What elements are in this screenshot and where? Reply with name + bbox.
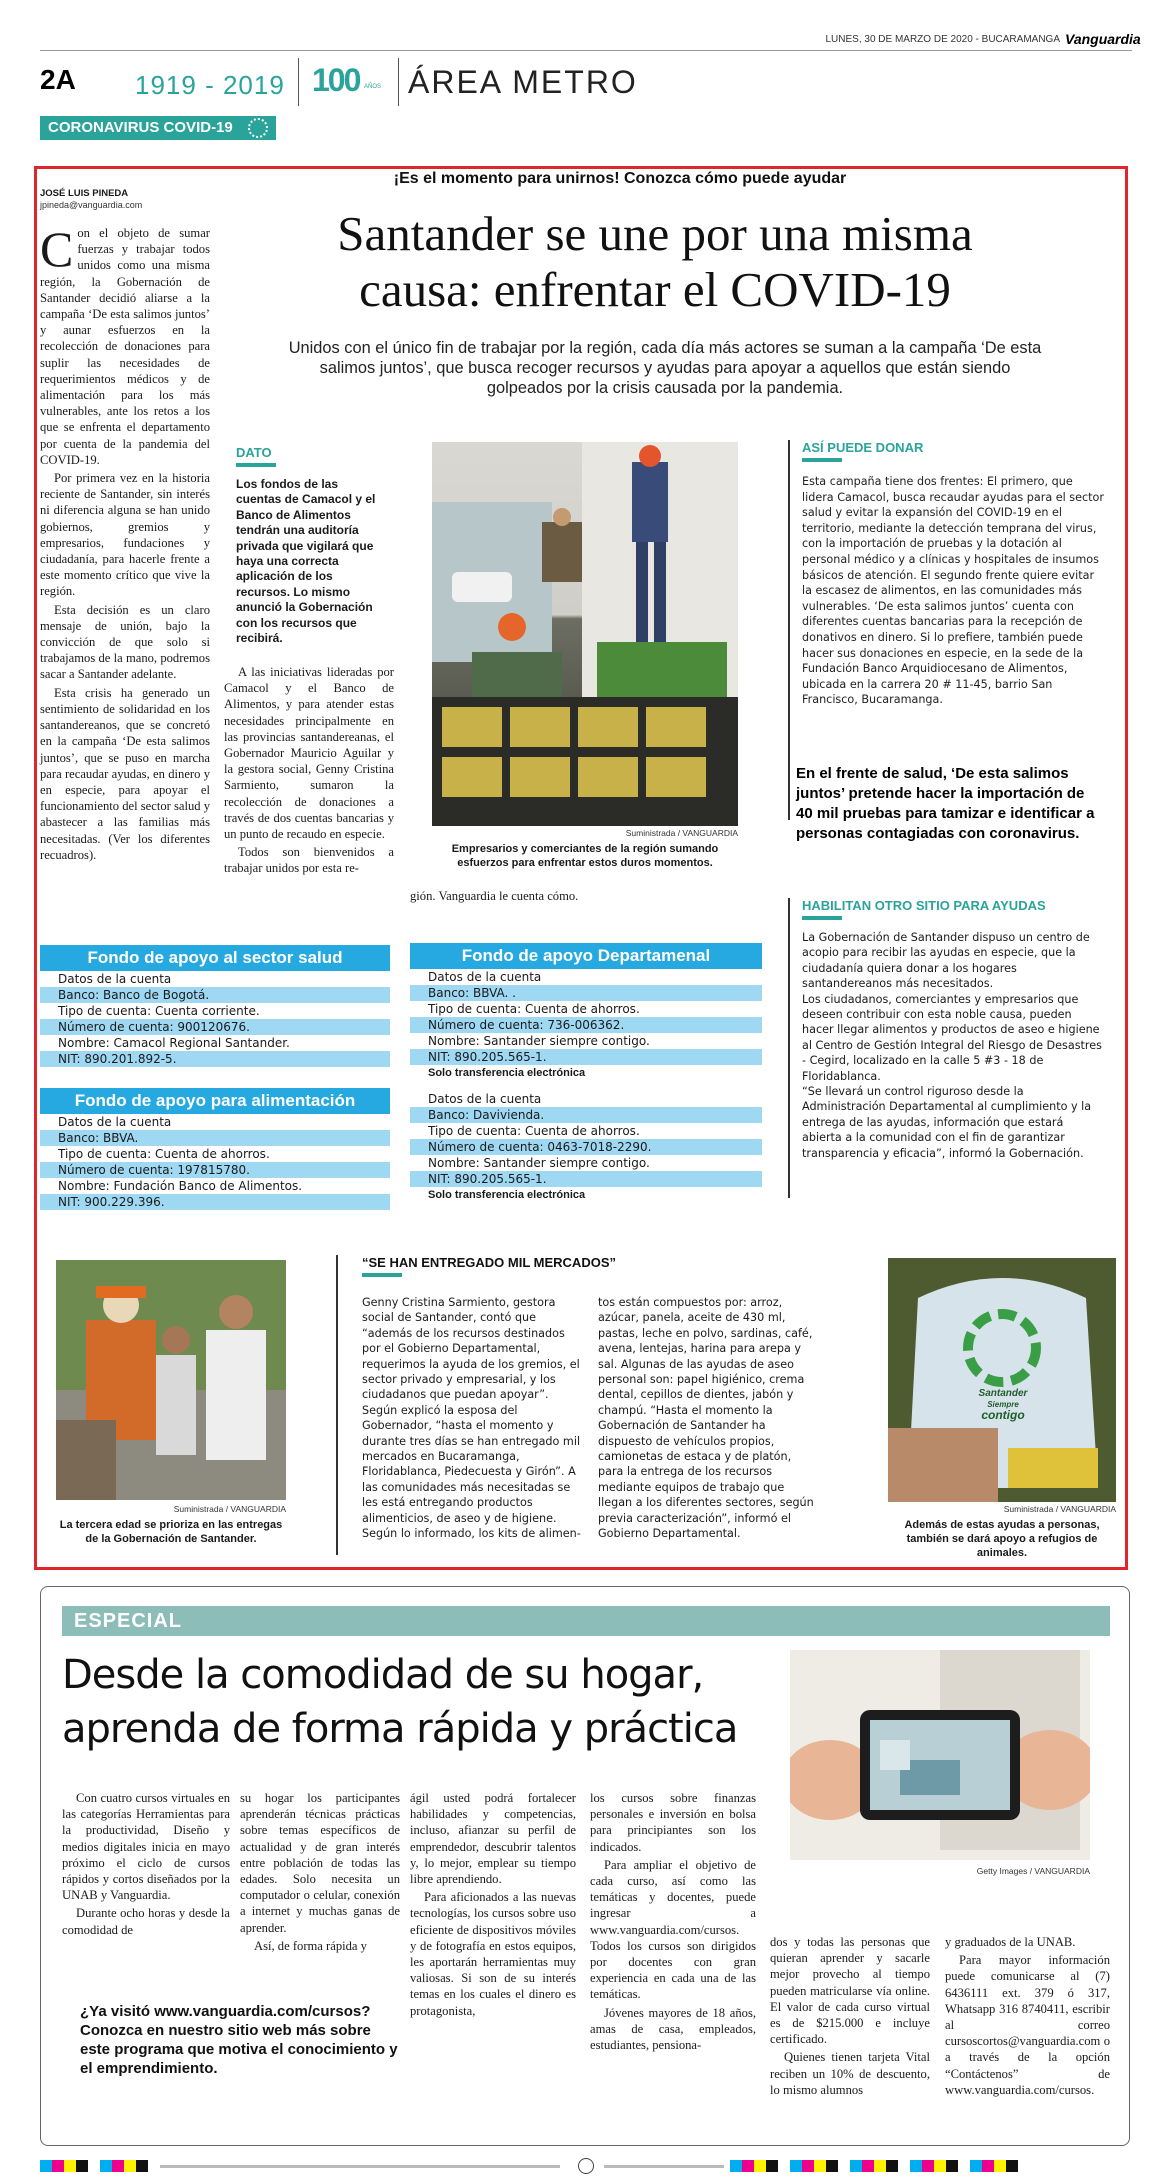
fund-alim (40, 1088, 390, 1210)
fund-salud-row: Número de cuenta: 900120676. (40, 1019, 390, 1035)
fund-alim-row: Nombre: Fundación Banco de Alimentos. (58, 1179, 303, 1193)
donar-text: Esta campaña tiene dos frentes: El primero, que lidera Camacol, busca recaudar ayudas para el sector salud y evitar la expansión del COVID-19 en el territorio, mediante la detección temprana del virus, con la importación de pruebas y la dotación al personal médico y a clínicas y hospitales de insumos básicos de atención. El segundo frente quiere evitar la escasez de alimentos, en las comunidades más vulnerables. ‘De esta salimos juntos’ cuenta con diferentes cuentas bancarias para la recepción de donativos en dinero. Si lo prefiere, también puede hacer sus donaciones en especie, en la sede de la Fundación Banco Arquidiocesano de Alimentos, ubicada en la carrera 20 # 11-45, barrio San Francisco, Bucaramanga. (802, 475, 1104, 707)
fund-dep-row: Banco: BBVA. . (410, 985, 762, 1001)
author-name: JOSÉ LUIS PINEDA (40, 188, 129, 199)
habilitan-box (788, 898, 1106, 1161)
deck (250, 338, 1080, 398)
body-paragraph: gión. Vanguardia le cuenta cómo. (410, 889, 579, 903)
print-marks-left (40, 2160, 148, 2172)
header-rule (40, 50, 1132, 51)
photo-phone (790, 1650, 1090, 1860)
especial-headline (62, 1648, 782, 1756)
especial-col-6 (945, 1934, 1110, 2100)
mercados-col-2: tos están compuestos por: arroz, azúcar, panela, aceite de 430 ml, pastas, leche en polvo, sardinas, café, avena, lentejas, harina para arepa y sal. Algunas de las ayudas de aseo personal son: papel higiénico, crema dental, cepillos de dientes, jabón y champú. “Hasta el momento la Gobernación de Santander ha dispuesto de vehículos propios, camionetas de estaca y de platón, para la entrega de los recursos mediante equipos de trabajo que llegan a los diferentes sectores, según previa caracterización”, informó el Gobierno Departamental. (598, 1296, 814, 1541)
fund-dep-row: Número de cuenta: 736-006362. (410, 1017, 762, 1033)
anniversary-logo (312, 62, 392, 102)
body-paragraph: Así, de forma rápida y (254, 1938, 367, 1953)
registration-mark-icon (578, 2158, 594, 2174)
habilitan-p2: Los ciudadanos, comerciantes y empresarios que deseen contribuir con esta noble causa, pueden hacer llegar alimentos y productos de aseo e higiene al Centro de Gestión Integral del Riesgo de Desastres - Cegird, localizado en la calle 5 #3 - 18 de Floridablanca. (802, 992, 1102, 1083)
bag-text (958, 1388, 1048, 1421)
especial-headline-1: Desde la comodidad de su hogar, (62, 1652, 704, 1698)
photo-elderly-caption: La tercera edad se prioriza en las entregas de la Gobernación de Santander. (59, 1519, 283, 1545)
print-marks-right (730, 2160, 1018, 2172)
photo-truck-credit: Suministrada / VANGUARDIA (625, 828, 738, 838)
photo-elderly (56, 1260, 286, 1500)
body-paragraph: A las iniciativas lideradas por Camacol y el Banco de Alimentos, y para atender estas necesidades principalmente en las provincias santandereanas, el Gobernador Mauricio Aguilar y la gestora social, Genny Cristina Sarmiento, sumaron la recolección de donaciones a través de dos cuentas bancarias y un punto de recaudo en especie. (224, 665, 394, 842)
virus-icon (248, 118, 268, 138)
body-paragraph: Durante ocho horas y desde la comodidad de (62, 1906, 230, 1937)
body-paragraph: los cursos sobre finanzas personales e inversión en bolsa para principiantes son los indicados. (590, 1791, 756, 1854)
photo-elderly-illustration (56, 1260, 286, 1500)
deck-line-2: salimos juntos’, que busca recoger recursos y ayudas para apoyar a aquellos que están siendo (319, 359, 1011, 377)
body-paragraph: Todos son bienvenidos a trabajar unidos por esta re- (224, 845, 394, 876)
headline (230, 206, 1080, 318)
body-paragraph: Esta crisis ha generado un sentimiento de solidaridad en los santandereanos, que se concretó en la campaña ‘De esta salimos juntos’, que se puso en marcha para recaudar ayudas, en dinero y en especie, para apoyar el funcionamiento del sector salud y abastecer a las familias más necesitadas. (Ver los diferentes recuadros). (40, 685, 210, 862)
fund-dep-title: Fondo de apoyo Departamenal (410, 943, 762, 969)
col1-p1: on el objeto de sumar fuerzas y trabajar todos unidos como una misma región, la Gobernación de Santander decidió aliarse a la campaña ‘De esta salimos juntos’ y aunar esfuerzos en la recolección de donaciones para suplir las necesidades de requerimientos médicos y de alimentación para los más vulnerables, ante los retos a los que se enfrenta el departamento por cuenta de la pandemia del COVID-19. (40, 226, 210, 467)
fund-dep-row: Tipo de cuenta: Cuenta de ahorros. (428, 1124, 640, 1138)
headline-line-1: Santander se une por una misma (337, 206, 973, 261)
dato-label-bar (236, 463, 276, 467)
photo-phone-credit: Getty Images / VANGUARDIA (976, 1866, 1090, 1876)
dateline-text: LUNES, 30 DE MARZO DE 2020 - BUCARAMANGA (825, 34, 1060, 45)
fund-dep-note: Solo transferencia electrónica (428, 1067, 586, 1079)
headline-line-2: causa: enfrentar el COVID-19 (359, 262, 951, 317)
mercados-bracket (336, 1255, 338, 1555)
mercados-label-bar (362, 1273, 402, 1277)
fund-alim-title: Fondo de apoyo para alimentación (40, 1088, 390, 1114)
photo-bag-credit: Suministrada / VANGUARDIA (1003, 1504, 1116, 1514)
photo-bag (888, 1258, 1116, 1502)
mercados-label: “SE HAN ENTREGADO MIL MERCADOS” (362, 1255, 616, 1270)
mercados-box (336, 1255, 836, 1277)
body-column-2-cont (410, 888, 590, 906)
covid-tag-text: CORONAVIRUS COVID-19 (48, 119, 233, 136)
dato-box (236, 445, 386, 646)
mercados-col-1: Genny Cristina Sarmiento, gestora social de Santander, contó que “además de los recursos destinados por el Gobierno Departamental, requerimos la ayuda de los gremios, el sector privado y empresarial, y los ciudadanos que puedan apoyar”. Según explicó la esposa del Gobernador, “hasta el momento y durante tres días se han entregado mil mercados en Bucaramanga, Floridablanca, Piedecuesta y Girón”. A las comunidades más necesitadas se les está entregando productos alimenticios, de aseo y de higiene. Según lo informado, los kits de alimen- (362, 1296, 581, 1541)
fund-salud (40, 945, 390, 1067)
covid-tag (40, 116, 276, 140)
body-paragraph: Por primera vez en la historia reciente de Santander, sin interés ni diferencia alguna se han unido gobiernos, gremios y empresarios, fundaciones y ciudadanía, para hacerle frente a este momento crítico que vive la región. (40, 471, 210, 599)
especial-tag: ESPECIAL (74, 1610, 183, 1632)
photo-elderly-credit: Suministrada / VANGUARDIA (173, 1504, 286, 1514)
fund-dep-row: Nombre: Santander siempre contigo. (428, 1156, 650, 1170)
body-paragraph: y graduados de la UNAB. (945, 1935, 1076, 1949)
habilitan-label-bar (802, 916, 842, 920)
body-paragraph: Para mayor información puede comunicarse al (7) 6436111 ext. 379 ó 317, Whatsapp 316 8740411, escribir al correo cursoscortos@vanguardia.com o a través de la opción “Contáctenos” de www.vanguardia.com/cursos. (945, 1953, 1110, 2097)
brand-text: Vanguardia (1065, 31, 1141, 47)
especial-promo: ¿Ya visitó www.vanguardia.com/cursos? Conozca en nuestro sitio web más sobre este programa que motiva el conocimiento y el emprendimiento. (80, 2003, 398, 2077)
especial-headline-2: aprenda de forma rápida y práctica (62, 1706, 738, 1752)
anniversary-number: 100 (312, 62, 360, 98)
donar-label: ASÍ PUEDE DONAR (802, 440, 924, 455)
drop-cap: C (40, 221, 74, 277)
deck-line-3: golpeados por la crisis causada por la pandemia. (486, 379, 844, 397)
especial-col-4 (590, 1790, 756, 2055)
fund-salud-row: Nombre: Camacol Regional Santander. (58, 1036, 290, 1050)
section-title: ÁREA METRO (408, 64, 638, 100)
photo-phone-illustration (790, 1650, 1090, 1860)
fund-salud-row: Banco: Banco de Bogotá. (40, 987, 390, 1003)
kicker: ¡Es el momento para unirnos! Conozca cómo puede ayudar (393, 170, 847, 187)
body-paragraph: Jóvenes mayores de 18 años, amas de casa, empleados, estudiantes, pensiona- (590, 2005, 756, 2053)
dateline (610, 34, 1060, 45)
dato-text: Los fondos de las cuentas de Camacol y el Banco de Alimentos tendrán una auditoría privada que vigilará que haya una correcta aplicación de los recursos. Lo mismo anunció la Gobernación con los recursos que recibirá. (236, 477, 376, 646)
fund-dep-row: NIT: 890.205.565-1. (410, 1049, 762, 1065)
fund-salud-title: Fondo de apoyo al sector salud (40, 945, 390, 971)
body-paragraph: Para aficionados a las nuevas tecnologías, los cursos sobre uso eficiente de dispositivos móviles y de fotografía en estos equipos, les aportarán herramientas muy valiosas. Si son de su interés temas en los cuales el dinero es protagonista, (410, 1890, 576, 2018)
body-paragraph: Quienes tienen tarjeta Vital reciben un 10% de descuento, lo mismo alumnos (770, 2050, 930, 2097)
fund-salud-row: NIT: 890.201.892-5. (40, 1051, 390, 1067)
especial-bar (62, 1606, 1110, 1636)
fund-dep-row: Banco: Davivienda. (410, 1107, 762, 1123)
header-divider (298, 58, 299, 106)
habilitan-bracket (788, 898, 790, 1198)
fund-dep (410, 943, 762, 1203)
donar-label-bar (802, 458, 842, 462)
print-rule-2 (604, 2165, 724, 2168)
fund-alim-row: Tipo de cuenta: Cuenta de ahorros. (58, 1147, 270, 1161)
fund-alim-row: NIT: 900.229.396. (40, 1194, 390, 1210)
page-number: 2A (40, 64, 76, 95)
fund-dep-row: Nombre: Santander siempre contigo. (428, 1034, 650, 1048)
body-paragraph: Para ampliar el objetivo de cada curso, así como las temáticas y docentes, puede ingresar a www.vanguardia.com/cursos. Todos los cursos son dirigidos por docentes con gran experiencia en cada una de las temáticas. (590, 1857, 756, 2002)
anniversary-small: AÑOS (364, 84, 382, 90)
fund-dep-row: Número de cuenta: 0463-7018-2290. (410, 1139, 762, 1155)
fund-alim-row: Número de cuenta: 197815780. (40, 1162, 390, 1178)
body-paragraph: ágil usted podrá fortalecer habilidades y competencias, incluso, afianzar su perfil de emprendedor, descubrir talentos y, lo mejor, emplear su tiempo libre aprendiendo. (410, 1791, 576, 1887)
body-column-1 (40, 221, 210, 865)
especial-col-1 (62, 1790, 230, 1940)
body-column-2 (224, 664, 394, 879)
body-paragraph: Esta decisión es un claro mensaje de unión, bajo la convicción de que solo si trabajamos de la mano, podremos sacar a Santander adelante. (40, 602, 210, 682)
deck-line-1: Unidos con el único fin de trabajar por la región, cada día más actores se suman a la campaña ‘De esta (288, 339, 1042, 357)
fund-dep-note: Solo transferencia electrónica (428, 1189, 586, 1201)
dato-label: DATO (236, 445, 272, 460)
habilitan-p3: “Se llevará un control riguroso desde la Administración Departamental al cumplimiento y la entrega de las ayudas, información que estará abierta a la comunidad con el fin de garantizar transparencia y eficacia”, informó la Gobernación. (802, 1085, 1092, 1160)
bag-text-2: Siempre (987, 1400, 1019, 1409)
habilitan-label: HABILITAN OTRO SITIO PARA AYUDAS (802, 898, 1046, 913)
print-rule (160, 2165, 560, 2168)
years-label: 1919 - 2019 (135, 70, 285, 100)
photo-truck-caption: Empresarios y comerciantes de la región sumando esfuerzos para enfrentar estos duros momentos. (451, 843, 719, 869)
especial-col-2 (240, 1790, 400, 1956)
photo-bag-illustration (888, 1258, 1116, 1502)
body-paragraph: Con cuatro cursos virtuales en las categorías Herramientas para la productividad, Diseño y medios digitales inicia en mayo próximo el ciclo de cursos rápidos y cortos diseñados por la UNAB y Vanguardia. (62, 1791, 230, 1903)
photo-truck (432, 442, 738, 826)
fund-dep-row: Datos de la cuenta (428, 970, 542, 984)
fund-alim-row: Datos de la cuenta (58, 1115, 172, 1129)
especial-col-3 (410, 1790, 576, 2021)
fund-dep-row: Datos de la cuenta (428, 1092, 542, 1106)
bag-text-3: contigo (981, 1408, 1025, 1422)
photo-truck-illustration (432, 442, 738, 826)
fund-dep-row: Tipo de cuenta: Cuenta de ahorros. (428, 1002, 640, 1016)
bag-text-1: Santander (978, 1388, 1028, 1399)
brand-logo (1065, 31, 1141, 47)
fund-salud-row: Datos de la cuenta (58, 972, 172, 986)
author-email: jpineda@vanguardia.com (40, 200, 143, 210)
body-paragraph (40, 221, 210, 468)
donar-bracket (788, 440, 790, 820)
fund-alim-row: Banco: BBVA. (40, 1130, 390, 1146)
body-paragraph: su hogar los participantes aprenderán técnicas prácticas sobre temas específicos de actualidad y de gran interés entre población de todas las edades. Solo necesita un computador o celular, conexión a internet y muchas ganas de aprender. (240, 1791, 400, 1935)
photo-bag-caption: Además de estas ayudas a personas, también se dará apoyo a refugios de animales. (904, 1519, 1100, 1559)
habilitan-p1: La Gobernación de Santander dispuso un centro de acopio para recibir las ayudas en especie, que la ciudadanía quiera donar a los hogares santandereanos más necesitados. (802, 931, 1090, 991)
fund-dep-row: NIT: 890.205.565-1. (410, 1171, 762, 1187)
header-divider-2 (398, 58, 399, 106)
pull-quote: En el frente de salud, ‘De esta salimos juntos’ pretende hacer la importación de 40 mil pruebas para tamizar e identificar a personas contagiadas con coronavirus. (796, 765, 1095, 842)
body-paragraph: dos y todas las personas que quieran aprender y sacarle mejor provecho al tiempo pueden matricularse vía online. El valor de cada curso virtual es de $215.000 e incluye certificado. (770, 1935, 930, 2047)
fund-salud-row: Tipo de cuenta: Cuenta corriente. (58, 1004, 260, 1018)
especial-col-5 (770, 1934, 930, 2100)
donar-box (788, 440, 1106, 708)
